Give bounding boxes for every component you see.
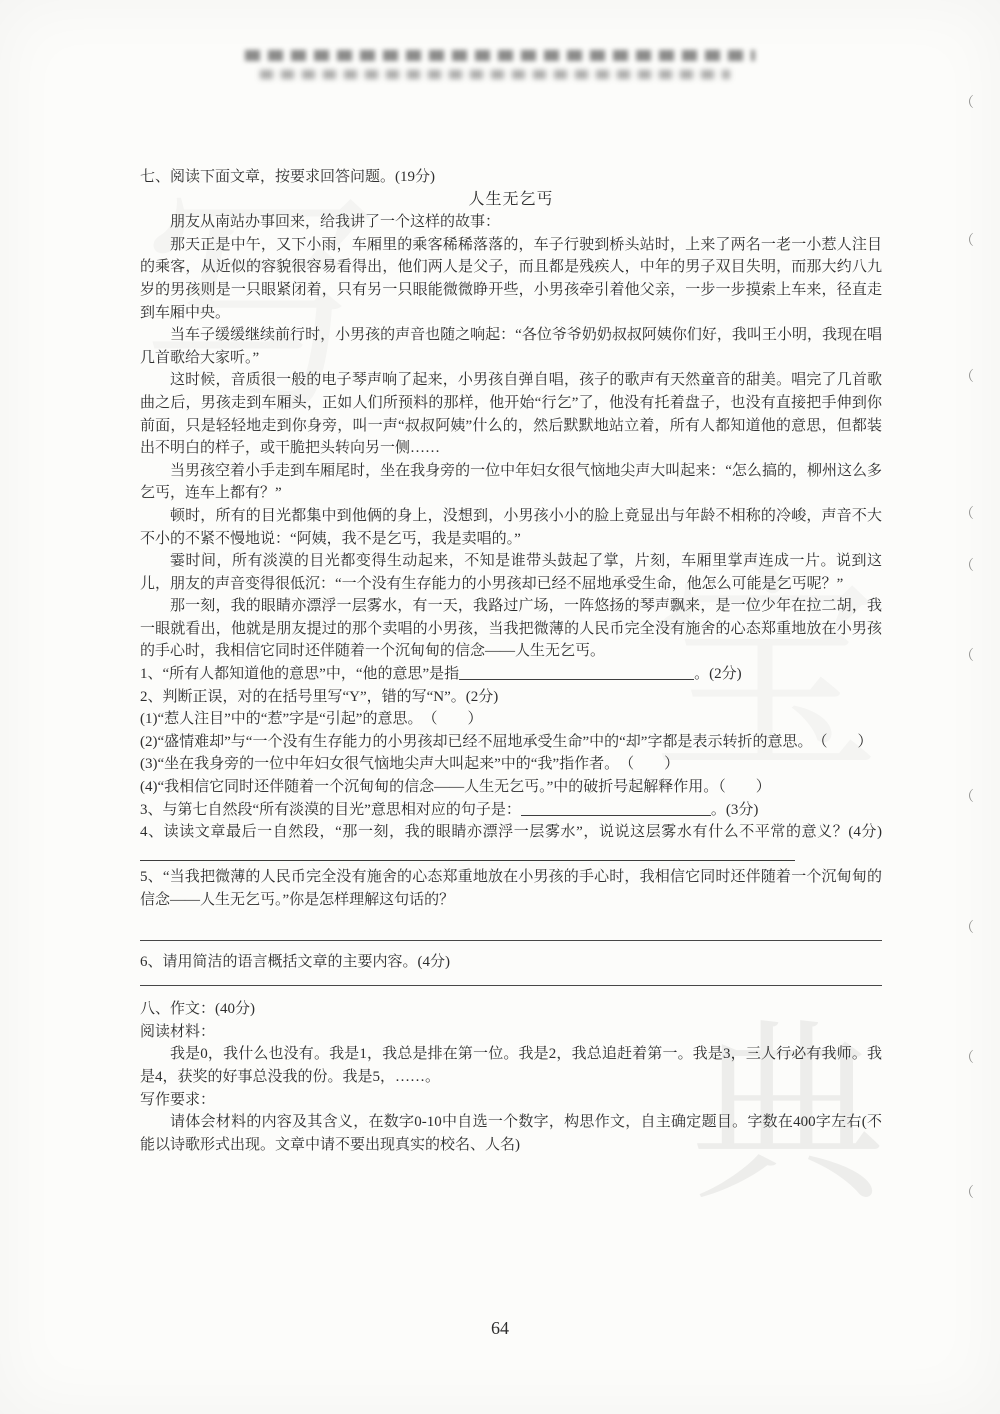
question-3-text: 3、与第七自然段“所有淡漠的目光”意思相对应的句子是： [140, 801, 521, 818]
essay-paragraph: 那天正是中午，又下小雨，车厢里的乘客稀稀落落的，车子行驶到桥头站时，上来了两名一老一小惹人注目的乘客，从近似的容貌很容易看得出，他们两人是父子，而且都是残疾人，中年的男子双目失明，而那大约八九岁的男孩则是一只眼紧闭着，只有另一只眼能微微睁开些，小男孩牵引着他父亲，一步一步摸索上车来，径直走到车厢中央。 [140, 236, 882, 321]
section8-heading: 八、作文：(40分) [140, 1001, 255, 1018]
question-2: 2、判断正误，对的在括号里写“Y”，错的写“N”。(2分) [140, 688, 499, 705]
essay-paragraph: 顿时，所有的目光都集中到他俩的身上，没想到，小男孩小小的脸上竟显出与年龄不相称的冷峻，声音不大不小的不紧不慢地说：“阿姨，我不是乞丐，我是卖唱的。” [140, 507, 882, 547]
question-1-answer-blank [459, 665, 694, 680]
scan-bracket-artifact: （ [960, 559, 974, 574]
scan-bracket-artifact: （ [960, 507, 974, 522]
scan-bracket-artifact: （ [960, 96, 974, 111]
scan-bracket-artifact: （ [960, 370, 974, 385]
question-2-item-4: (4)“我相信它同时还伴随着一个沉甸甸的信念——人生无乞丐。”中的破折号起解释作用。（ ） [140, 779, 771, 796]
scan-bracket-artifact: （ [960, 790, 974, 805]
requirement-label: 写作要求： [140, 1091, 216, 1108]
scan-smudge [245, 50, 755, 61]
essay-paragraph: 这时候，音质很一般的电子琴声响了起来，小男孩自弹自唱，孩子的歌声有天然童音的甜美。唱完了几首歌曲之后，男孩走到车厢头，正如人们所预料的那样，他开始“行乞”了，他没有托着盘子，也没有直接把手伸到你前面，只是轻轻地走到你身旁，叫一声“叔叔阿姨”什么的，然后默默地站立着，所有人都知道他的意思，但都装出不明白的样子，或干脆把头转向另一侧…… [140, 372, 882, 457]
essay-paragraph: 霎时间，所有淡漠的目光都变得生动起来，不知是谁带头鼓起了掌，片刻，车厢里掌声连成一片。说到这儿，朋友的声音变得很低沉：“一个没有生存能力的小男孩却已经不屈地承受生命，他怎么可能是乞丐呢？” [140, 553, 882, 592]
exam-content [140, 166, 882, 1156]
question-4-text: 4、读读文章最后一自然段，“那一刻，我的眼睛亦漂浮一层雾水”，说说这层雾水有什么不平常的意义？(4分) [140, 824, 882, 841]
scan-bracket-artifact: （ [960, 921, 974, 936]
question-6-answer-line [140, 973, 882, 986]
scan-artifact-header [245, 50, 765, 79]
question-4 [140, 821, 882, 866]
essay-paragraph: 当男孩空着小手走到车厢尾时，坐在我身旁的一位中年妇女很气恼地尖声大叫起来：“怎么搞的，柳州这么多乞丐，连车上都有？” [140, 462, 882, 502]
scan-bracket-artifact: （ [960, 234, 974, 249]
question-1-text: 1、“所有人都知道他的意思”中，“他的意思”是指 [140, 666, 460, 683]
question-2-item-1: (1)“惹人注目”中的“惹”字是“引起”的意思。 （ ） [140, 711, 483, 728]
question-3 [140, 799, 882, 822]
scan-bracket-artifact: （ [960, 1051, 974, 1066]
question-3-answer-blank [521, 801, 711, 816]
essay-paragraph: 那一刻，我的眼睛亦漂浮一层雾水，有一天，我路过广场，一阵悠扬的琴声飘来，是一位少年在拉二胡，我一眼就看出，他就是朋友提过的那个卖唱的小男孩，当我把微薄的人民币完全没有施舍的心态郑重地放在小男孩的手心时，我相信它同时还伴随着一个沉甸甸的信念——人生无乞丐。 [140, 598, 882, 660]
question-1-score: 。(2分) [694, 666, 742, 683]
question-2-item-2: (2)“盛情难却”与“一个没有生存能力的小男孩却已经不屈地承受生命”中的“却”字都是表示转折的意思。 （ ） [140, 733, 873, 750]
question-4-answer-blank [140, 846, 795, 861]
material-label: 阅读材料： [140, 1023, 216, 1040]
question-6: 6、请用简洁的语言概括文章的主要内容。(4分) [140, 953, 450, 970]
essay-paragraph: 朋友从南站办事回来，给我讲了一个这样的故事： [170, 214, 501, 231]
question-2-item-3: (3)“坐在我身旁的一位中年妇女很气恼地尖声大叫起来”中的“我”指作者。 （ ） [140, 756, 680, 773]
question-5: 5、“当我把微薄的人民币完全没有施舍的心态郑重地放在小男孩的手心时，我相信它同时还伴随着一个沉甸甸的信念——人生无乞丐。”你是怎样理解这句话的？ [140, 869, 882, 908]
scan-bracket-artifact: （ [960, 649, 974, 664]
requirement-text: 请体会材料的内容及其含义，在数字0-10中自选一个数字，构思作文，自主确定题目。字数在400字左右(不能以诗歌形式出现。文章中请不要出现真实的校名、人名) [140, 1114, 882, 1153]
question-5-answer-line [140, 912, 882, 941]
scan-smudge [260, 70, 730, 79]
question-3-score: 。(3分) [710, 801, 759, 818]
page-number: 64 [491, 1318, 509, 1338]
material-text: 我是0，我什么也没有。我是1，我总是排在第一位。我是2，我总追赶着第一。我是3，三人行必有我师。我是4，获奖的好事总没我的份。我是5，……。 [140, 1046, 882, 1085]
section7-heading: 七、阅读下面文章，按要求回答问题。(19分) [140, 169, 435, 185]
essay-paragraph: 当车子缓缓继续前行时，小男孩的声音也随之响起：“各位爷爷奶奶叔叔阿姨你们好，我叫王小明，我现在唱几首歌给大家听。” [140, 327, 882, 366]
essay-title: 人生无乞丐 [468, 190, 554, 208]
scan-bracket-artifact: （ [960, 1186, 974, 1201]
watermark-character: 典 [690, 1009, 885, 1225]
question-1 [140, 663, 882, 686]
